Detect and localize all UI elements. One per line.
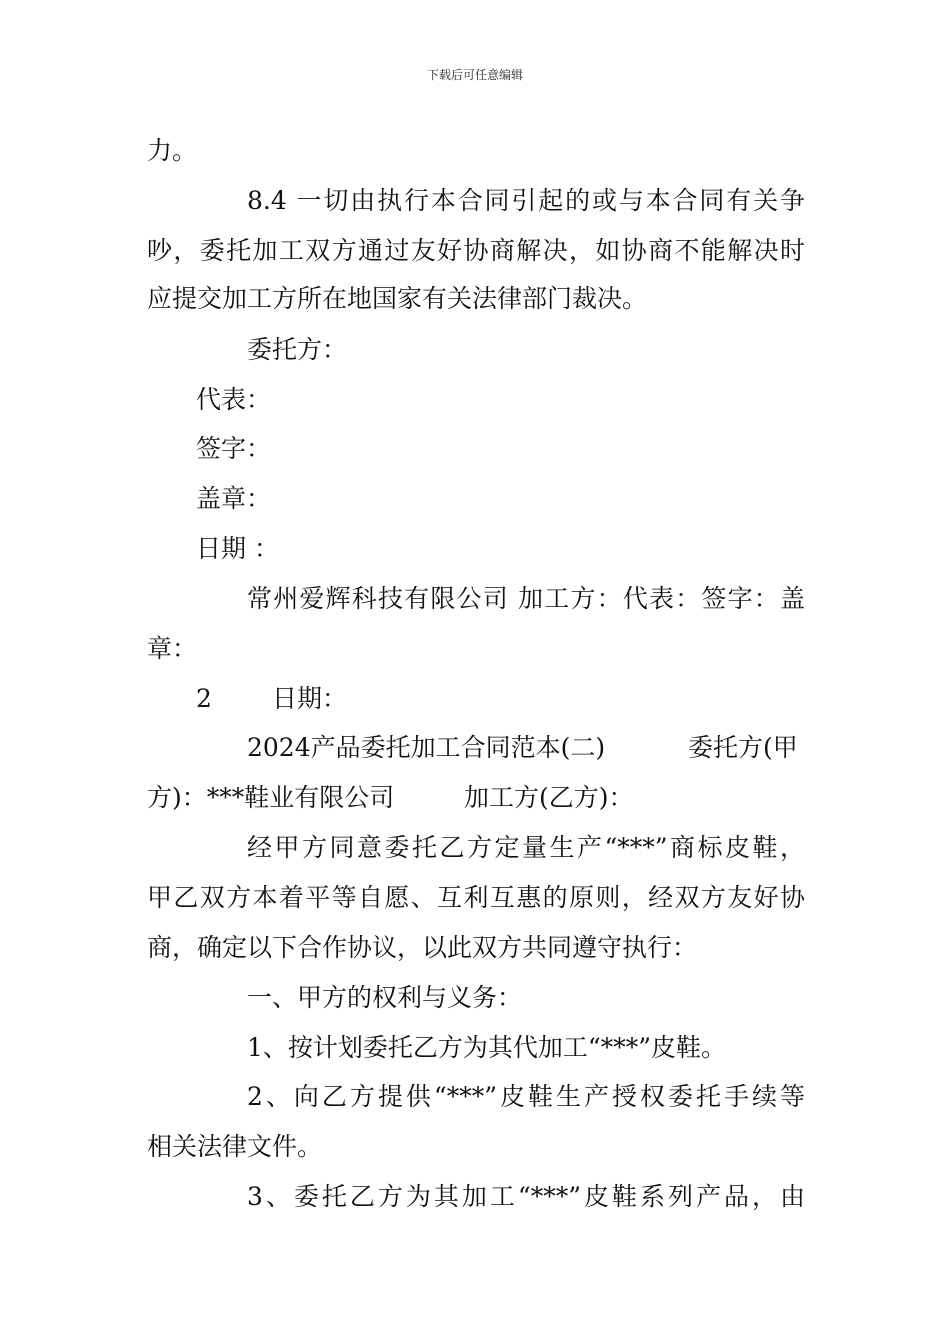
text-line: 日期 ：	[196, 534, 279, 563]
text-line: 方)：***鞋业有限公司	[147, 783, 395, 812]
text-line: 吵，委托加工双方通过友好协商解决，如协商不能解决时	[147, 236, 805, 265]
text-line: 加工方(乙方)：	[464, 783, 634, 812]
text-line: 经甲方同意委托乙方定量生产“***”商标皮鞋，	[247, 833, 805, 862]
text-line: 3、委托乙方为其加工“***”皮鞋系列产品，由	[247, 1182, 805, 1211]
text-line: 一、甲方的权利与义务：	[247, 983, 523, 1012]
text-line: 签字：	[196, 434, 272, 463]
text-line: 甲乙双方本着平等自愿、互利互惠的原则，经双方友好协	[147, 883, 805, 912]
text-line: 2、向乙方提供“***”皮鞋生产授权委托手续等	[247, 1082, 805, 1111]
text-line: 2024产品委托加工合同范本(二)	[247, 733, 606, 762]
header-note: 下载后可任意编辑	[426, 68, 523, 82]
text-line: 力。	[147, 136, 198, 165]
text-line: 章：	[147, 634, 198, 663]
text-line: 2	[196, 684, 212, 713]
text-line: 1、按计划委托乙方为其代加工“***”皮鞋。	[247, 1033, 726, 1062]
text-line: 委托方(甲	[688, 733, 798, 762]
text-line: 8.4 一切由执行本合同引起的或与本合同有关争	[247, 186, 805, 215]
text-line: 委托方：	[247, 335, 348, 364]
text-line: 相关法律文件。	[147, 1132, 323, 1161]
text-line: 日期：	[272, 684, 348, 713]
text-line: 商，确定以下合作协议，以此双方共同遵守执行：	[147, 933, 698, 962]
text-line: 应提交加工方所在地国家有关法律部门裁决。	[147, 284, 648, 313]
text-line: 常州爱辉科技有限公司 加工方：代表：签字：盖	[247, 584, 805, 613]
text-line: 代表：	[196, 385, 272, 414]
text-line: 盖章：	[196, 484, 272, 513]
